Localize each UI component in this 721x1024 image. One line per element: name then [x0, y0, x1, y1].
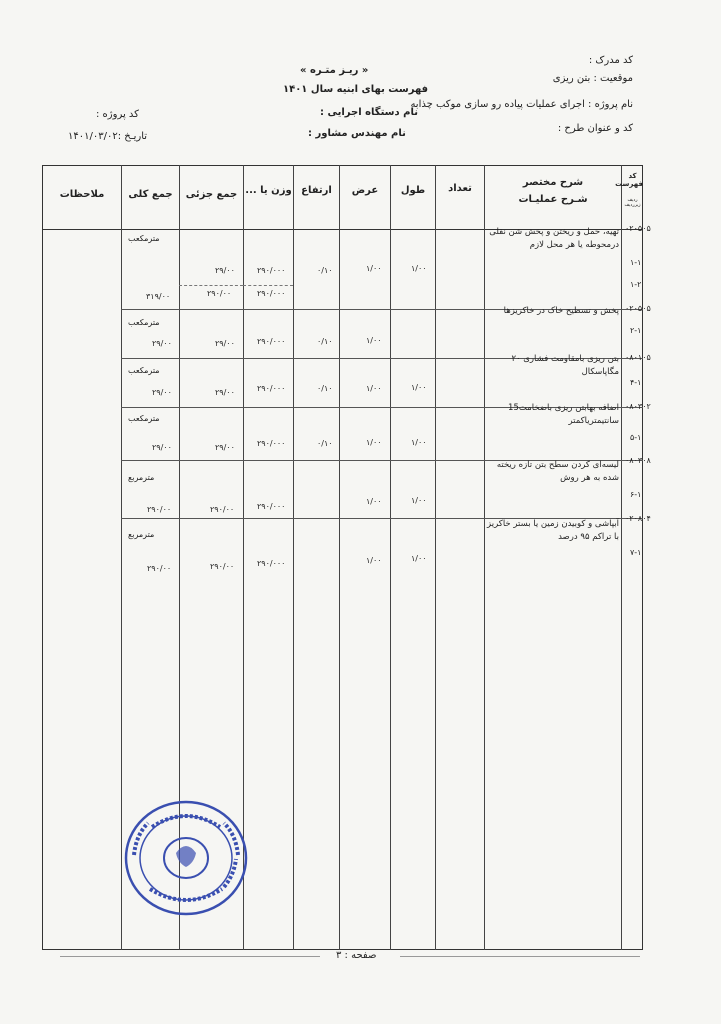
table-row-height: ۰/۱۰ — [317, 384, 333, 393]
header-total-sum: جمع کلی — [128, 189, 173, 200]
col-divider — [435, 165, 436, 950]
price-list-title: فهرست بهای ابنیه سال ۱۴۰۱ — [283, 84, 429, 95]
table-row-weight: ۲۹۰/۰۰۰ — [257, 502, 286, 511]
col-divider — [339, 165, 340, 950]
table-row-sub: ۱-۱ — [630, 258, 642, 267]
table-row-partial: ۲۹۰/۰۰ — [207, 289, 232, 298]
project-code-label: کد پروژه : — [96, 109, 139, 120]
col-divider — [293, 165, 294, 950]
table-row-code: ۰۲۰۵۰۵ — [625, 304, 651, 313]
table-row-width: ۱/۰۰ — [366, 556, 382, 565]
subrow-divider — [179, 285, 243, 286]
table-row-partial: ۲۹/۰۰ — [215, 388, 235, 397]
doc-code-label: کد مدرک : — [588, 55, 633, 66]
footer-rule — [60, 956, 320, 957]
table-row-length: ۱/۰۰ — [411, 264, 427, 273]
table-row-unit: مترمربع — [128, 473, 155, 482]
table-row-length: ۱/۰۰ — [411, 496, 427, 505]
table-row-code: ۰۸۰۳۰۸ — [625, 456, 651, 465]
table-row-height: ۰/۱۰ — [317, 439, 333, 448]
table-row-partial: ۲۹۰/۰۰ — [210, 562, 235, 571]
table-row-unit: مترمکعب — [128, 234, 160, 243]
table-row-desc: اضافه بهابتن ریزی باضخامت15 سانتیمتریاکمتر — [508, 403, 619, 426]
table-row-weight: ۲۹۰/۰۰۰ — [257, 384, 286, 393]
header-desc-short: شرح مختصر — [522, 177, 584, 188]
document-title: « ریـز متـره » — [300, 65, 369, 76]
table-row-width: ۱/۰۰ — [366, 384, 382, 393]
col-divider — [621, 165, 622, 950]
table-row-sub: ۷-۱ — [630, 548, 642, 557]
table-row-desc: تهیه، حمل و ریختن و پخش شن نقلی درمحوطه یا هر محل لازم — [489, 227, 619, 250]
council-seal — [122, 797, 250, 919]
table-row-unit: مترمکعب — [128, 318, 160, 327]
col-divider — [390, 165, 391, 950]
table-row-desc: آبپاشی و کوبیدن زمین یا بستر خاکریز با تراکم ۹۵ درصد — [487, 519, 619, 542]
table-row-unit: مترمکعب — [128, 414, 160, 423]
table-row-width: ۱/۰۰ — [366, 438, 382, 447]
header-length: طول — [400, 185, 426, 196]
col-divider — [484, 165, 485, 950]
table-row-code: ۰۲۰۵۰۵ — [625, 224, 651, 233]
header-weight: وزن یا ... — [245, 185, 292, 196]
header-width: عرض — [351, 185, 379, 196]
table-row-desc: بتن ریزی بامقاومت فشاری ۲۰ مگاپاسکال — [511, 354, 619, 377]
header-desc: شـرح عملیـات — [518, 194, 588, 205]
table-row-weight: ۲۹۰/۰۰۰ — [257, 266, 286, 275]
location-label: موقعیت : بتن ریزی — [552, 73, 633, 84]
table-row-unit: مترمکعب — [128, 366, 160, 375]
table-row-total: ۲۹۰/۰۰ — [147, 505, 172, 514]
table-row-partial: ۲۹/۰۰ — [215, 443, 235, 452]
consultant-label: نام مهندس مشاور : — [308, 128, 406, 139]
header-code-sub: ردیف زیرردیف — [624, 198, 641, 208]
table-row-desc: پخش و تسطیح خاک در خاکریزها — [503, 306, 619, 316]
header-notes: ملاحظات — [59, 189, 105, 200]
executor-label: نام دستگاه اجرایی : — [320, 107, 418, 118]
table-row-weight: ۲۹۰/۰۰۰ — [257, 439, 286, 448]
table-row-unit: مترمربع — [128, 530, 155, 539]
project-name: نام پروژه : اجرای عملیات پیاده رو سازی موکب چذابه — [410, 99, 633, 110]
date-label: تاریـخ :۱۴۰۱/۰۳/۰۲ — [68, 131, 148, 142]
table-row-total: ۲۹/۰۰ — [152, 388, 172, 397]
subrow-divider — [243, 285, 293, 286]
table-row-partial: ۲۹/۰۰ — [215, 339, 235, 348]
table-row-total: ۲۹/۰۰ — [152, 339, 172, 348]
table-row-partial: ۲۹۰/۰۰ — [210, 505, 235, 514]
table-row-total: ۲۹۰/۰۰ — [147, 564, 172, 573]
table-row-sub: ۴-۱ — [630, 378, 642, 387]
table-row-length: ۱/۰۰ — [411, 438, 427, 447]
table-row-height: ۰/۱۰ — [317, 266, 333, 275]
header-count: تعداد — [448, 183, 472, 194]
table-row-sub: ۱-۲ — [630, 280, 642, 289]
table-row-length: ۱/۰۰ — [411, 554, 427, 563]
table-row-width: ۱/۰۰ — [366, 264, 382, 273]
page-number: صفحه : ۳ — [336, 950, 377, 961]
table-row-code: ۰۸۰۱۰۵ — [625, 353, 651, 362]
header-code: کد فهرست — [615, 172, 643, 188]
table-row-code: ۰۸۰۳۰۲ — [625, 402, 651, 411]
table-row-sub: ۲-۱ — [630, 326, 642, 335]
header-partial-sum: جمع جزئی — [185, 189, 238, 200]
table-row-weight: ۲۹۰/۰۰۰ — [257, 289, 286, 298]
header-height: ارتفاع — [301, 185, 332, 196]
table-row-length: ۱/۰۰ — [411, 383, 427, 392]
table-row-height: ۰/۱۰ — [317, 337, 333, 346]
table-row-code: ۰۲۰۸۰۴ — [625, 514, 651, 523]
table-row-total: ۲۹/۰۰ — [152, 443, 172, 452]
table-row-partial: ۲۹/۰۰ — [215, 266, 235, 275]
footer-rule — [400, 956, 640, 957]
table-row-width: ۱/۰۰ — [366, 497, 382, 506]
table-row-sub: ۶-۱ — [630, 490, 642, 499]
table-row-weight: ۲۹۰/۰۰۰ — [257, 559, 286, 568]
plan-code-label: کد و عنوان طرح : — [557, 123, 633, 134]
table-row-width: ۱/۰۰ — [366, 336, 382, 345]
table-row-desc: لیسه‌ای کردن سطح بتن تازه ریخته شده به هر روش — [496, 460, 619, 483]
table-row-weight: ۲۹۰/۰۰۰ — [257, 337, 286, 346]
table-row-sub: ۵-۱ — [630, 433, 642, 442]
table-row-total: ۳۱۹/۰۰ — [146, 292, 171, 301]
